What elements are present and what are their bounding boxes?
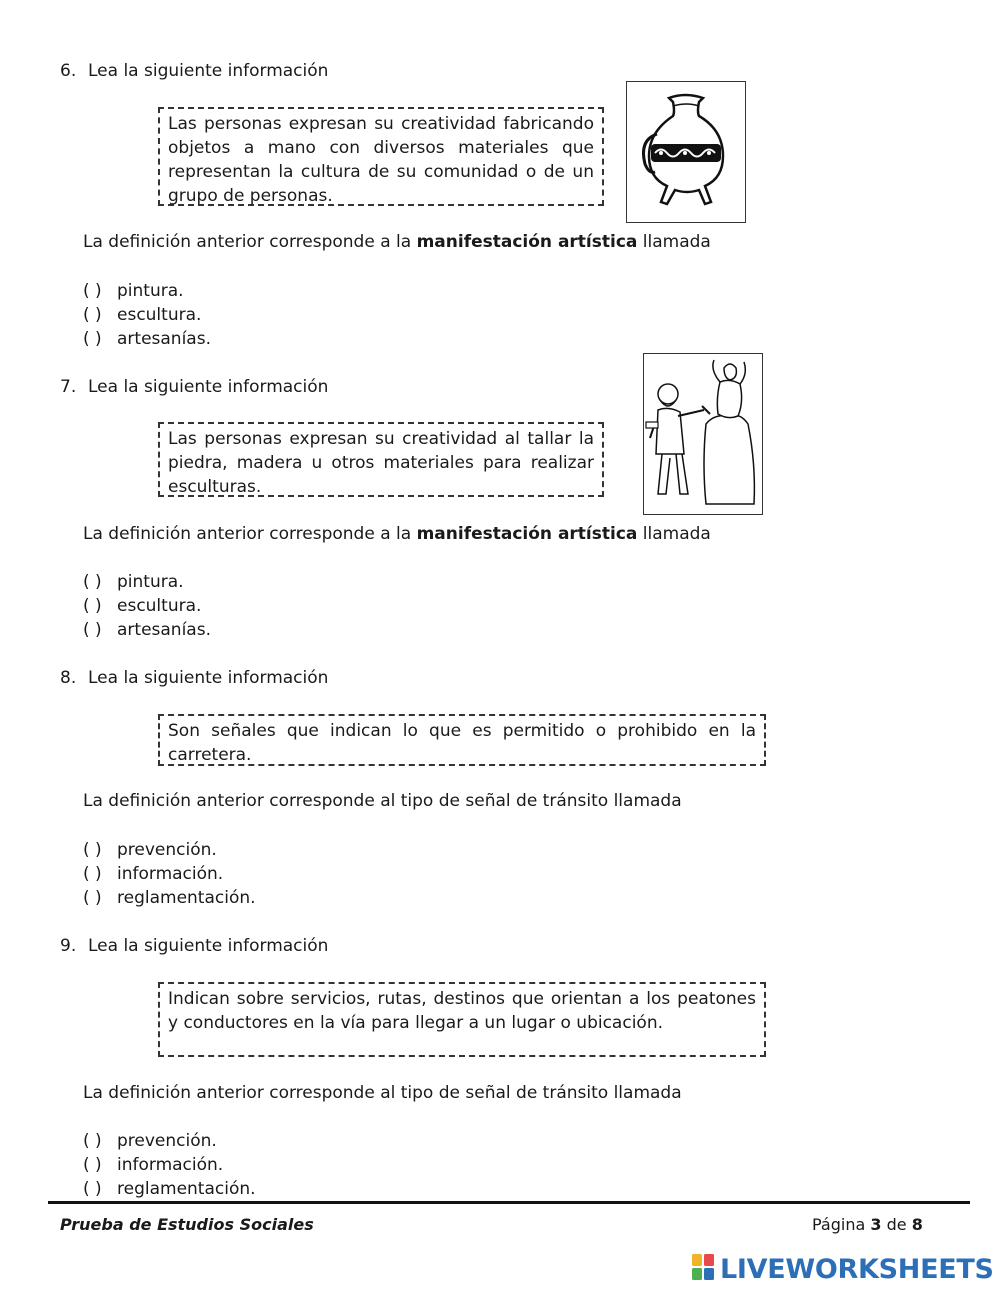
question-9-option-1[interactable]: ( ) prevención. <box>83 1131 217 1151</box>
question-7-option-1[interactable]: ( ) pintura. <box>83 572 184 592</box>
question-9-definition: La definición anterior corresponde al tipo de señal de tránsito llamada <box>83 1083 682 1103</box>
question-7-option-3[interactable]: ( ) artesanías. <box>83 620 211 640</box>
question-9-info-box <box>158 982 766 1057</box>
liveworksheets-brand[interactable] <box>692 1253 994 1285</box>
answer-checkbox[interactable]: ( ) <box>83 281 102 301</box>
answer-checkbox[interactable]: ( ) <box>83 1179 102 1199</box>
answer-checkbox[interactable]: ( ) <box>83 888 102 908</box>
answer-checkbox[interactable]: ( ) <box>83 864 102 884</box>
question-9-title: 9. Lea la siguiente información <box>60 936 329 956</box>
question-6-number: 6. <box>60 61 77 81</box>
question-9-info-text: Indican sobre servicios, rutas, destinos que orientan a los peatones y conductores en la vía para llegar a un lugar o ubicación. <box>168 989 756 1033</box>
question-8-option-3[interactable]: ( ) reglamentación. <box>83 888 256 908</box>
question-9-option-3[interactable]: ( ) reglamentación. <box>83 1179 256 1199</box>
answer-checkbox[interactable]: ( ) <box>83 840 102 860</box>
footer-page-number: Página 3 de 8 <box>812 1215 923 1234</box>
question-7-info-box <box>158 422 604 497</box>
question-7-definition-bold: manifestación artística <box>416 524 638 544</box>
question-6-option-2[interactable]: ( ) escultura. <box>83 305 202 325</box>
question-6-title: 6. Lea la siguiente información <box>60 61 329 81</box>
question-6-option-1[interactable]: ( ) pintura. <box>83 281 184 301</box>
question-8-definition: La definición anterior corresponde al tipo de señal de tránsito llamada <box>83 791 682 811</box>
question-6-info-text: Las personas expresan su creatividad fabricando objetos a mano con diversos materiales que representan la cultura de su comunidad o de un grupo de personas. <box>168 114 594 206</box>
sculptor-carving-statue-icon <box>643 353 763 515</box>
footer-test-title: Prueba de Estudios Sociales <box>60 1215 314 1234</box>
question-6-definition: La definición anterior corresponde a la manifestación artística llamada <box>83 232 711 252</box>
question-6-info-box <box>158 107 604 206</box>
question-7-number: 7. <box>60 377 77 397</box>
answer-checkbox[interactable]: ( ) <box>83 620 102 640</box>
question-7-option-2[interactable]: ( ) escultura. <box>83 596 202 616</box>
question-7-title: 7. Lea la siguiente información <box>60 377 329 397</box>
question-8-option-1[interactable]: ( ) prevención. <box>83 840 217 860</box>
answer-checkbox[interactable]: ( ) <box>83 329 102 349</box>
liveworksheets-wordmark: LIVEWORKSHEETS <box>720 1253 994 1285</box>
question-8-number: 8. <box>60 668 77 688</box>
question-9-option-2[interactable]: ( ) información. <box>83 1155 224 1175</box>
question-7-definition: La definición anterior corresponde a la manifestación artística llamada <box>83 524 711 544</box>
question-6-option-3[interactable]: ( ) artesanías. <box>83 329 211 349</box>
question-8-info-text: Son señales que indican lo que es permitido o prohibido en la carretera. <box>168 721 756 765</box>
answer-checkbox[interactable]: ( ) <box>83 572 102 592</box>
question-8-info-box <box>158 714 766 766</box>
footer-divider <box>48 1201 970 1204</box>
answer-checkbox[interactable]: ( ) <box>83 1155 102 1175</box>
liveworksheets-logo-icon <box>692 1254 714 1285</box>
question-7-info-text: Las personas expresan su creatividad al tallar la piedra, madera u otros materiales para realizar esculturas. <box>168 429 594 497</box>
question-6-definition-bold: manifestación artística <box>416 232 638 252</box>
answer-checkbox[interactable]: ( ) <box>83 596 102 616</box>
question-9-number: 9. <box>60 936 77 956</box>
answer-checkbox[interactable]: ( ) <box>83 305 102 325</box>
clay-vase-icon <box>626 81 746 223</box>
answer-checkbox[interactable]: ( ) <box>83 1131 102 1151</box>
question-8-option-2[interactable]: ( ) información. <box>83 864 224 884</box>
question-8-title: 8. Lea la siguiente información <box>60 668 329 688</box>
